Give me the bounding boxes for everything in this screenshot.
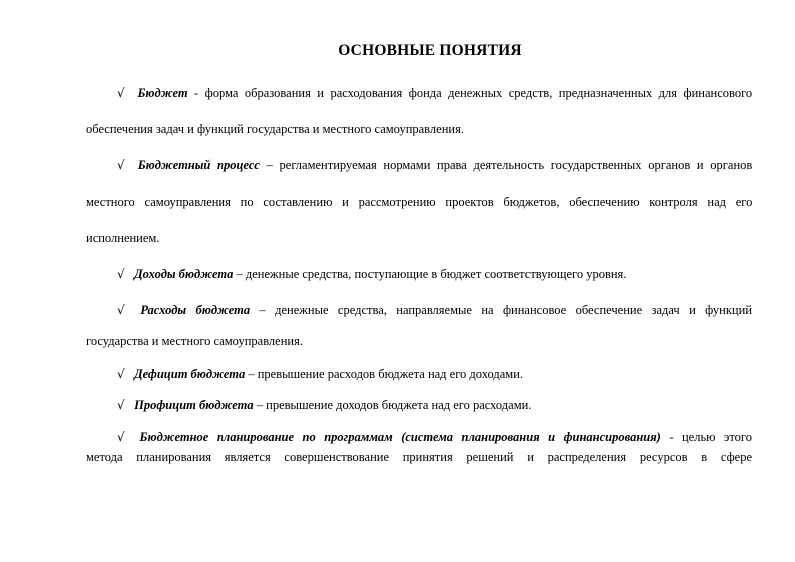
check-icon: √	[117, 430, 125, 444]
definition-program-budgeting	[86, 430, 752, 444]
definition-text: - целью этого	[660, 430, 752, 444]
check-icon: √	[117, 398, 125, 412]
definition-text: исполнением.	[86, 231, 160, 245]
check-icon: √	[117, 367, 125, 381]
definition-text: - форма образования и расходования фонда денежных средств, предназначенных для финансового	[187, 86, 753, 100]
definition-budget	[86, 86, 752, 100]
definition-text: метода планирования является совершенствование принятия решений и распределения ресурсов в сфере	[86, 450, 753, 464]
term: Расходы бюджета	[140, 303, 251, 317]
definition-program-budgeting-cont	[86, 450, 752, 464]
definition-text: – превышение расходов бюджета над его доходами.	[245, 367, 524, 381]
definition-budget-expenses	[86, 303, 752, 317]
definition-text: обеспечения задач и функций государства и местного самоуправления.	[86, 122, 464, 136]
definition-text: – превышение доходов бюджета над его расходами.	[253, 398, 532, 412]
definition-budget-deficit	[86, 367, 752, 381]
definition-text: местного самоуправления по составлению и рассмотрению проектов бюджетов, обеспечению контроля над его	[86, 195, 753, 209]
term: Бюджет	[137, 86, 188, 100]
term: Дефицит бюджета	[134, 367, 246, 381]
definition-text: государства и местного самоуправления.	[86, 334, 303, 348]
definition-budget-expenses-cont	[86, 334, 752, 348]
term: Бюджетное планирование по программам (система планирования и финансирования)	[139, 430, 661, 444]
page-title: ОСНОВНЫЕ ПОНЯТИЯ	[338, 42, 522, 59]
check-icon: √	[117, 86, 125, 100]
term: Доходы бюджета	[134, 267, 234, 281]
check-icon: √	[117, 267, 125, 281]
definition-budget-process	[86, 158, 752, 172]
definition-budget-surplus	[86, 398, 752, 412]
definition-budget-cont	[86, 122, 752, 136]
definition-text: – денежные средства, направляемые на финансовое обеспечение задач и функций	[250, 303, 753, 317]
term: Профицит бюджета	[134, 398, 254, 412]
definition-text: – регламентируемая нормами права деятельность государственных органов и органов	[259, 158, 753, 172]
definition-budget-process-cont2	[86, 231, 752, 245]
term: Бюджетный процесс	[137, 158, 260, 172]
check-icon: √	[117, 303, 125, 317]
definition-budget-process-cont	[86, 195, 752, 209]
check-icon: √	[117, 158, 125, 172]
definition-text: – денежные средства, поступающие в бюджет соответствующего уровня.	[233, 267, 627, 281]
definition-budget-revenue	[86, 267, 752, 281]
